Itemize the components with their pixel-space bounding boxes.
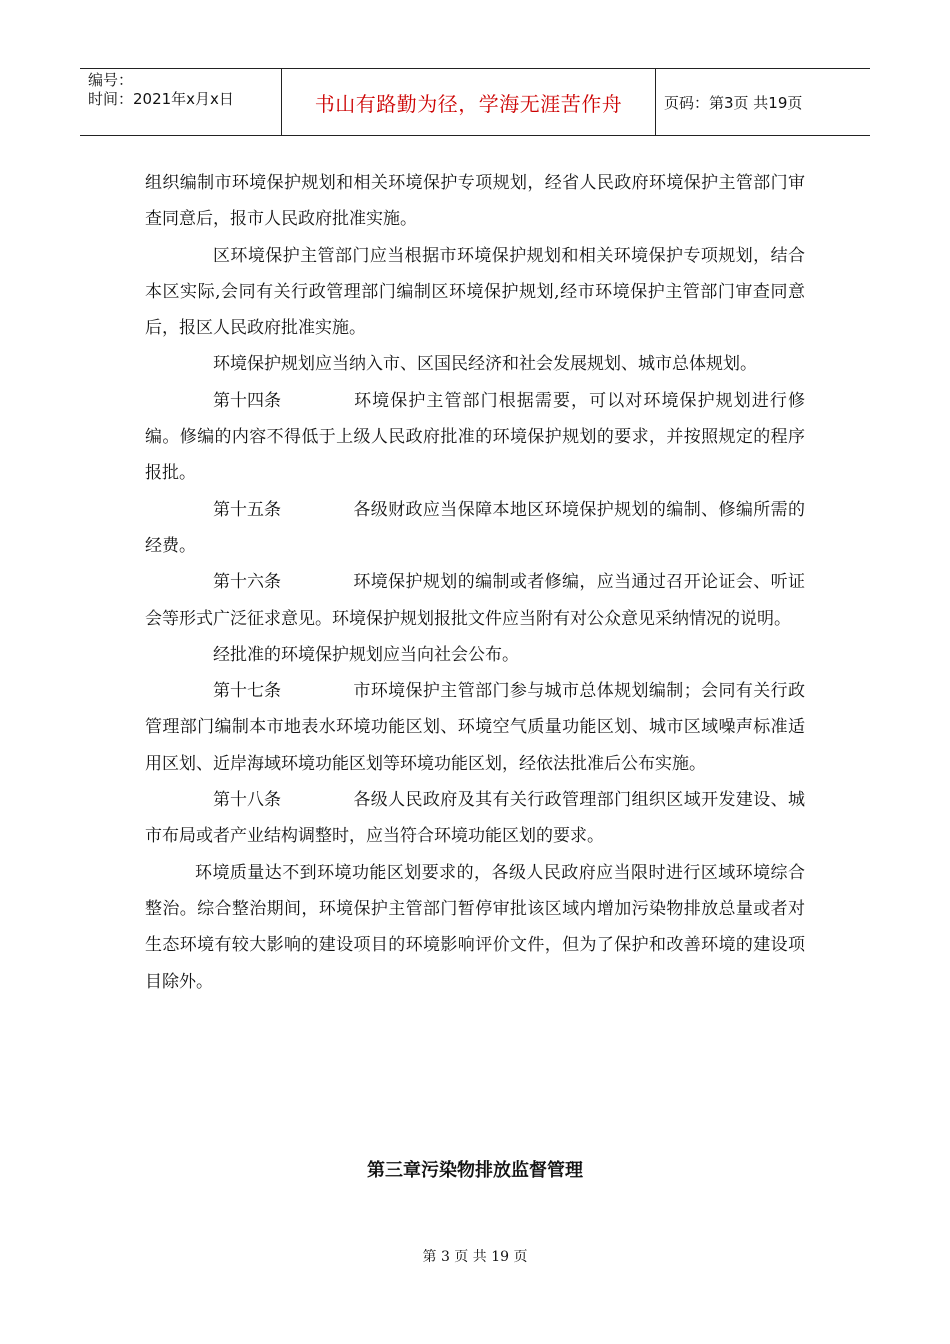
page-footer: 第 3 页 共 19 页 [422, 1249, 528, 1265]
document-number-label: 编号： [88, 71, 134, 89]
paragraph: 经批准的环境保护规划应当向社会公布。 [213, 644, 519, 665]
article-text: 各级财政应当保障本地区环境保护规划的编制、修编所需的经费。 [145, 499, 805, 556]
document-body [145, 165, 805, 1000]
article-text: 环境保护规划的编制或者修编，应当通过召开论证会、听证会等形式广泛征求意见。环境保护规划报批文件应当附有对公众意见采纳情况的说明。 [145, 572, 805, 629]
article-number: 第十五条 [213, 499, 281, 520]
article-number: 第十八条 [213, 790, 281, 811]
article-17 [145, 673, 805, 782]
header-meta [80, 69, 282, 135]
chapter-title: 第三章污染物排放监督管理 [367, 1160, 583, 1181]
header-page-info: 页码：第3页 共19页 [664, 93, 803, 112]
article-number: 第十七条 [213, 681, 281, 702]
article-text: 各级人民政府及其有关行政管理部门组织区域开发建设、城市布局或者产业结构调整时，应当符合环境功能区划的要求。 [145, 790, 805, 847]
article-16 [145, 564, 805, 637]
article-number: 第十六条 [213, 572, 281, 593]
article-18 [145, 782, 805, 855]
document-time-label: 时间：2021年x月x日 [88, 90, 234, 108]
article-text: 市环境保护主管部门参与城市总体规划编制；会同有关行政管理部门编制本市地表水环境功能区划、环境空气质量功能区划、城市区域噪声标准适用区划、近岸海域环境功能区划等环境功能区划，经依法批准后公布实施。 [145, 681, 805, 774]
paragraph: 组织编制市环境保护规划和相关环境保护专项规划，经省人民政府环境保护主管部门审查同意后，报市人民政府批准实施。 [145, 173, 805, 230]
paragraph: 环境保护规划应当纳入市、区国民经济和社会发展规划、城市总体规划。 [213, 354, 757, 375]
paragraph: 区环境保护主管部门应当根据市环境保护规划和相关环境保护专项规划，结合本区实际,会同有关行政管理部门编制区环境保护规划,经市环境保护主管部门审查同意后，报区人民政府批准实施。 [145, 245, 805, 339]
article-text: 环境保护主管部门根据需要，可以对环境保护规划进行修编。修编的内容不得低于上级人民政府批准的环境保护规划的要求，并按照规定的程序报批。 [145, 390, 805, 484]
article-15 [145, 492, 805, 565]
article-14 [145, 383, 805, 492]
header-motto: 书山有路勤为径，学海无涯苦作舟 [282, 69, 656, 135]
page-header [80, 68, 870, 136]
article-number: 第十四条 [213, 390, 281, 411]
paragraph: 环境质量达不到环境功能区划要求的，各级人民政府应当限时进行区域环境综合整治。综合整治期间，环境保护主管部门暂停审批该区域内增加污染物排放总量或者对生态环境有较大影响的建设项目的环境影响评价文件，但为了保护和改善环境的建设项目除外。 [145, 862, 805, 992]
